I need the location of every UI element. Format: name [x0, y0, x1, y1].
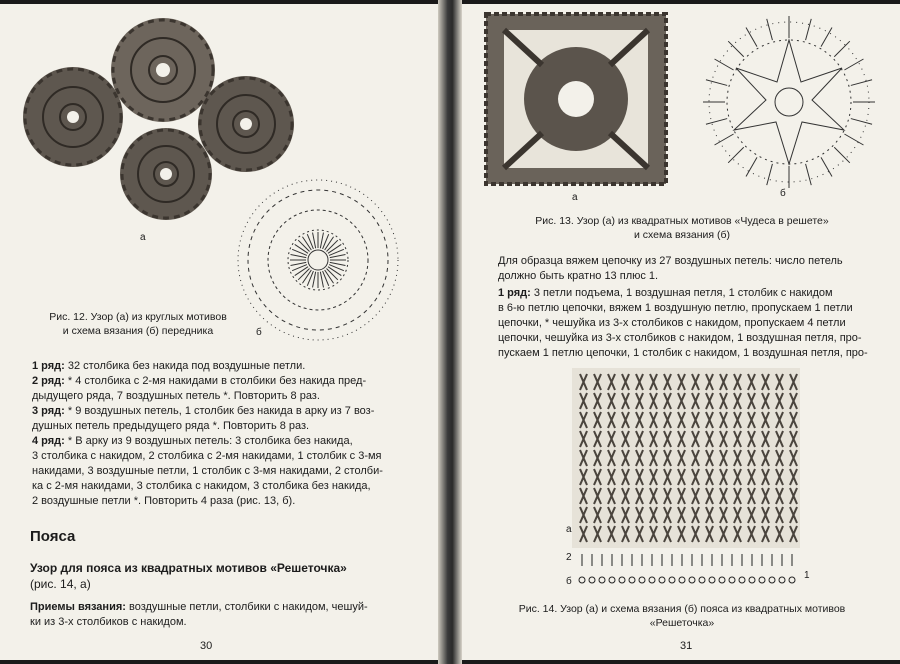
chart-stitch [851, 80, 872, 86]
chart-stitch [302, 237, 311, 250]
chart-stitch [313, 272, 316, 288]
figure-13-caption: Рис. 13. Узор (а) из квадратных мотивов «Чудеса в решете» и схема вязания (б) [535, 215, 829, 241]
chart-stitch [728, 147, 744, 163]
chart-stitch [834, 147, 850, 163]
chain-stitch [679, 577, 685, 583]
chart-stitch [767, 164, 773, 185]
chain-stitch [579, 577, 585, 583]
chart-row-1-label: 1 [804, 570, 810, 581]
row-instructions [32, 359, 427, 509]
chart-stitch [330, 262, 346, 265]
row-3-cont: душных петель предыдущего ряда *. Повторить 8 раз. [32, 420, 310, 432]
chart-stitch [298, 240, 309, 251]
row-4-cont: 2 воздушные петли *. Повторить 4 раза (рис. 13, б). [32, 495, 296, 507]
figure-14-label-a: а [566, 524, 572, 535]
chain-stitch [619, 577, 625, 583]
intro-text: Для образца вяжем цепочку из 27 воздушных петель: число петель должно быть кратно 13 плюс 1. [498, 255, 843, 282]
chain-stitch [789, 577, 795, 583]
row-2-cont: дыдущего ряда, 7 воздушных петель *. Повторить 8 раз. [32, 390, 320, 402]
chart-stitch [746, 28, 757, 47]
chart-stitch [323, 234, 329, 249]
chart-stitch [326, 240, 337, 251]
chain-stitch [739, 577, 745, 583]
figure-12-caption [22, 310, 254, 338]
knitting-methods: Приемы вязания: воздушные петли, столбики с накидом, чешуй- ки из 3-х столбиков с накидом. [30, 601, 368, 628]
chart-stitch [328, 267, 341, 276]
chain-stitch [589, 577, 595, 583]
chain-stitch [599, 577, 605, 583]
chart-stitch [307, 234, 313, 249]
chart-stitch [806, 164, 812, 185]
chart-stitch [806, 19, 812, 40]
chart-stitch [320, 272, 323, 288]
chart-stitch [844, 59, 863, 70]
chart-stitch [295, 267, 308, 276]
caption-line: Рис. 12. Узор (а) из круглых мотивов [49, 311, 227, 323]
chain-stitch [669, 577, 675, 583]
square-motif-photo [482, 10, 670, 188]
figure-12-label-b: б [256, 327, 262, 338]
star-motif-chart [694, 12, 884, 194]
chart-stitch [302, 270, 311, 283]
chart-stitch [298, 268, 309, 279]
chain-stitch [629, 577, 635, 583]
chart-stitch [767, 19, 773, 40]
row-4-cont: накидами, 3 воздушные петли, 1 столбик с 3-мя накидами, 2 столби- [32, 465, 383, 477]
chart-stitch [313, 233, 316, 249]
chain-stitch [779, 577, 785, 583]
chain-stitch [649, 577, 655, 583]
chart-stitch [746, 157, 757, 176]
chart-stitch [834, 41, 850, 57]
subheading: Узор для пояса из квадратных мотивов «Решеточка» (рис. 14, а) [30, 561, 347, 591]
left-page [0, 4, 438, 660]
chart-stitch [291, 262, 307, 265]
chart-stitch [325, 237, 334, 250]
chain-stitch [759, 577, 765, 583]
chart-stitch [706, 80, 727, 86]
chart-stitch [326, 268, 337, 279]
right-page [462, 4, 900, 660]
caption-line: и схема вязания (б) передника [62, 325, 214, 337]
chain-stitch [689, 577, 695, 583]
chart-stitch [821, 28, 832, 47]
figure-12-label-a: а [140, 232, 146, 243]
chart-stitch [295, 244, 308, 253]
chart-stitch [706, 119, 727, 125]
section-heading: Пояса [30, 528, 76, 545]
belt-stitch-chart [576, 548, 801, 588]
row-2: 2 ряд: * 4 столбика с 2-мя накидами в столбики без накида пред- [32, 375, 367, 387]
chart-stitch [307, 271, 313, 286]
row-3: 3 ряд: * 9 воздушных петель, 1 столбик без накида в арку из 7 воз- [32, 405, 375, 417]
chain-stitch [699, 577, 705, 583]
lattice-belt-photo [572, 368, 800, 548]
chain-stitch [639, 577, 645, 583]
page-number: 31 [680, 640, 693, 652]
chart-stitch [728, 41, 744, 57]
chart-stitch [329, 249, 344, 255]
chart-stitch [821, 157, 832, 176]
chart-stitch [851, 119, 872, 125]
chart-stitch [320, 233, 323, 249]
figure-13-label-b: б [780, 188, 786, 199]
chain-stitch [749, 577, 755, 583]
book-gutter [438, 0, 462, 664]
chart-stitch [325, 270, 334, 283]
chart-stitch [323, 271, 329, 286]
chain-stitch [659, 577, 665, 583]
figure-14-label-b: б [566, 576, 572, 587]
row-4-cont: 3 столбика с накидом, 2 столбика с 2-мя накидами, 1 столбик с 3-мя [32, 450, 382, 462]
chain-stitch [729, 577, 735, 583]
chain-stitch [709, 577, 715, 583]
chart-stitch [330, 255, 346, 258]
chart-stitch [292, 265, 307, 271]
row-4: 4 ряд: * В арку из 9 воздушных петель: 3 столбика без накида, [32, 435, 353, 447]
chart-stitch [715, 134, 734, 145]
chart-stitch [715, 59, 734, 70]
chart-stitch [329, 265, 344, 271]
chart-stitch [328, 244, 341, 253]
figure-13-label-a: а [572, 192, 578, 203]
figure-14-caption: Рис. 14. Узор (а) и схема вязания (б) пояса из квадратных мотивов «Решеточка» [518, 603, 846, 629]
row-4-cont: ка с 2-мя накидами, 3 столбика с накидом, 3 столбика без накида, [32, 480, 371, 492]
chart-row-2-label: 2 [566, 552, 572, 563]
chart-stitch [291, 255, 307, 258]
round-motif-chart [228, 176, 408, 344]
page-number: 30 [200, 640, 213, 652]
row-1-instructions: 1 ряд: 3 петли подъема, 1 воздушная петля, 1 столбик с накидом в 6-ю петлю цепочки, вяжем 1 воздушную петлю, пропускаем 1 петли цепочки, * чешуйка из 3-х столбиков с накидом, пропускаем 4 петли цепочки, чешуйка из 3-х столбиков с накидом, 1 воздушная петля, про- пускаем 1 петлю цепочки, 1 столбик с накидом, 1 воздушная петля, про- [498, 287, 868, 359]
chain-stitch [769, 577, 775, 583]
chain-stitch [719, 577, 725, 583]
chart-stitch [292, 249, 307, 255]
chain-stitch [609, 577, 615, 583]
row-1: 1 ряд: 32 столбика без накида под воздушные петли. [32, 360, 306, 372]
chart-stitch [844, 134, 863, 145]
